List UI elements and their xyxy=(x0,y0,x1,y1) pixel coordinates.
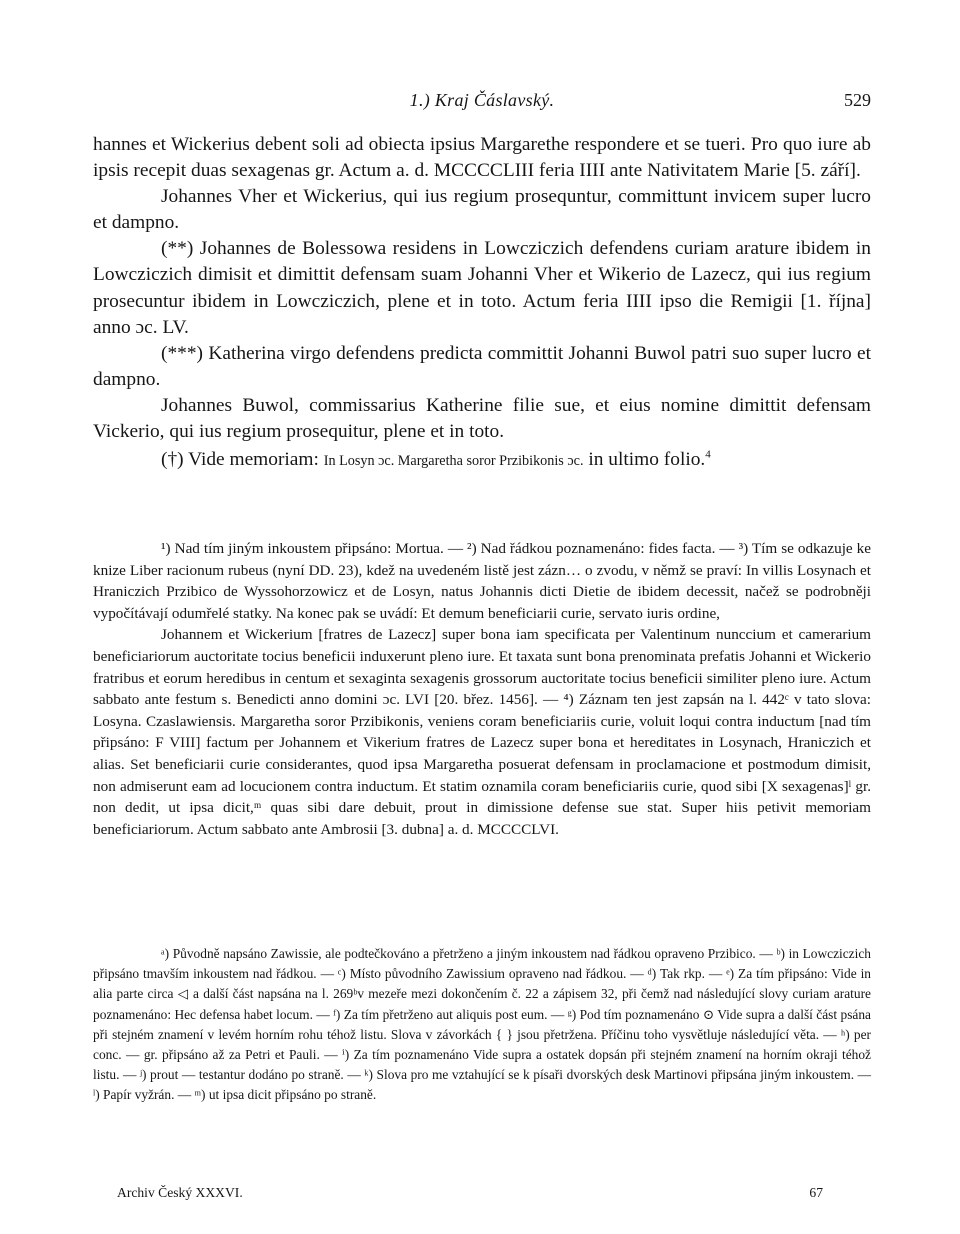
paragraph-continuation: hannes et Wickerius debent soli ad obiecta ipsius Margarethe respondere et se tueri. Pro quo iure ab ipsis recepit duas sexagenas gr. Actum a. d. MCCCCLIII feria IIII ante Nativitatem Marie [5. září]. xyxy=(93,134,871,182)
footnote-block-1: ¹) Nad tím jiným inkoustem připsáno: Mortua. — ²) Nad řádkou poznamenáno: fides facta. — ³) Tím se odkazuje ke knize Liber racionum rubeus (nyní DD. 23), kdež na uvedeném listě jest zázn… o zvodu, v němž se praví: In villis Losynach et Hraniczich Przibico de Wyssohorzowicz et de Losyn, natus Johannis dicti Dietie de ibidem decessit, načež se podrobněji vypočítávají odumřelé statky. Na konec pak se uvádí: Et demum beneficiarii curie, servato iuris ordine, xyxy=(93,540,871,622)
footnote-ref-4: 4 xyxy=(705,448,711,461)
signature-number: 67 xyxy=(809,1185,823,1200)
footnote-block-2: Johannem et Wickerium [fratres de Lazecz] super bona iam specificata per Valentinum nunccium et camerarium beneficiariorum auctoritate tocius beneficii induxerunt pleno iure. Et taxata sunt bona prenominata prefatis Johanni et Wickerio fratribus et eorum heredibus in centum et sexaginta sexagenis grossorum auctoritate tocius beneficii similiter pleno iure. Actum sabbato ante festum s. Benedicti anno domini ɔc. LVI [20. břez. 1456]. — ⁴) Záznam ten jest zapsán na l. 442ᶜ v tato slova: Losyna. Czaslawiensis. Margaretha soror Przibikonis, veniens coram beneficiariis curie, voluit loqui contra inductum [nad tím připsáno: F VIII] factum per Johannem et Vikerium fratres de Lazecz super bona et hereditates in Losynach, Hraniczich et alias. Set beneficiarii curie considerantes, quod ipsa Margaretha posuerat defensam in proclamacione et postmodum dimisit, non admiserunt eam ad locucionem contra inductum. Et statim oznamila coram beneficiariis curie, quod sibi [X sexagenas]ˡ gr. non dedit, ut ipsa dicit,ᵐ quas sibi dare debuit, prout in dimissione defense sue stat. Super hiis petivit memoriam beneficiariorum. Actum sabbato ante Ambrosii [3. dubna] a. d. MCCCCLVI. xyxy=(93,626,871,838)
signature-mark: Archiv Český XXXVI. xyxy=(117,1185,243,1200)
vide-memoriam-insert: In Losyn ɔc. Margaretha soror Przibikonis ɔc. xyxy=(323,453,584,470)
paragraph-vide-memoriam xyxy=(93,447,871,474)
running-title: 1.) Kraj Čáslavský. xyxy=(409,90,555,110)
paragraph-committunt: Johannes Vher et Wickerius, qui ius regium prosequntur, committunt invicem super lucro et dampno. xyxy=(93,186,871,234)
vide-memoriam-start: (†) Vide memoriam: xyxy=(161,449,319,471)
main-text xyxy=(93,132,871,474)
numbered-footnotes xyxy=(93,538,871,840)
paragraph-katherina: (***) Katherina virgo defendens predicta committit Johanni Buwol patri suo super lucro et dampno. xyxy=(93,342,871,390)
paragraph-bolessowa: (**) Johannes de Bolessowa residens in Lowcziczich defendens curiam arature ibidem in Lowcziczich dimisit et dimittit defensam suam Johanni Vher et Wikerio de Lazecz, qui ius regium prosecuntur ibidem in Lowcziczich, plene et in toto. Actum feria IIII ipso die Remigii [1. října] anno ɔc. LV. xyxy=(93,238,871,338)
lettered-footnote-block: ᵃ) Původně napsáno Zawissie, ale podtečkováno a přetrženo a jiným inkoustem nad řádkou opraveno Przibico. — ᵇ) in Lowcziczich připsáno tmavším inkoustem nad řádkou. — ᶜ) Místo původního Zawissium opraveno nad řádkou. — ᵈ) Tak rkp. — ᵉ) Za tím připsáno: Vide in alia parte circa ◁ a další část napsána na l. 269ᵇv mezeře mezi dokončením č. 22 a zápisem 32, při čemž nad následující slovy curiam arature poznamenáno: Hec defensa habet locum. — ᶠ) Za tím přetrženo aut aliquis post eum. — ᵍ) Pod tím poznamenáno ⊙ Vide supra a další část psána při stejném znamení v levém horním rohu téhož listu. Slova v závorkách { } jsou přetržena. Příčinu toho vysvětluje následující věta. — ʰ) per conc. — gr. připsáno až za Petri et Pauli. — ⁱ) Za tím poznamenáno Vide supra a ostatek dopsán při stejném znamení na horním okraji téhož listu. — ʲ) prout — testantur dodáno po straně. — ᵏ) Slova pro me vztahující se k písaři dvorských desk Martinovi připsána jiným inkoustem. — ˡ) Papír vyžrán. — ᵐ) ut ipsa dicit připsáno po straně. xyxy=(93,946,871,1103)
paragraph-buwol: Johannes Buwol, commissarius Katherine filie sue, et eius nomine dimittit defensam Vickerio, qui ius regium prosequitur, plene et in toto. xyxy=(93,394,871,443)
running-head xyxy=(93,90,871,114)
page-number: 529 xyxy=(844,90,871,110)
page-footer xyxy=(117,1185,823,1205)
lettered-footnotes xyxy=(93,944,871,1106)
vide-memoriam-end: in ultimo folio. xyxy=(588,449,706,471)
